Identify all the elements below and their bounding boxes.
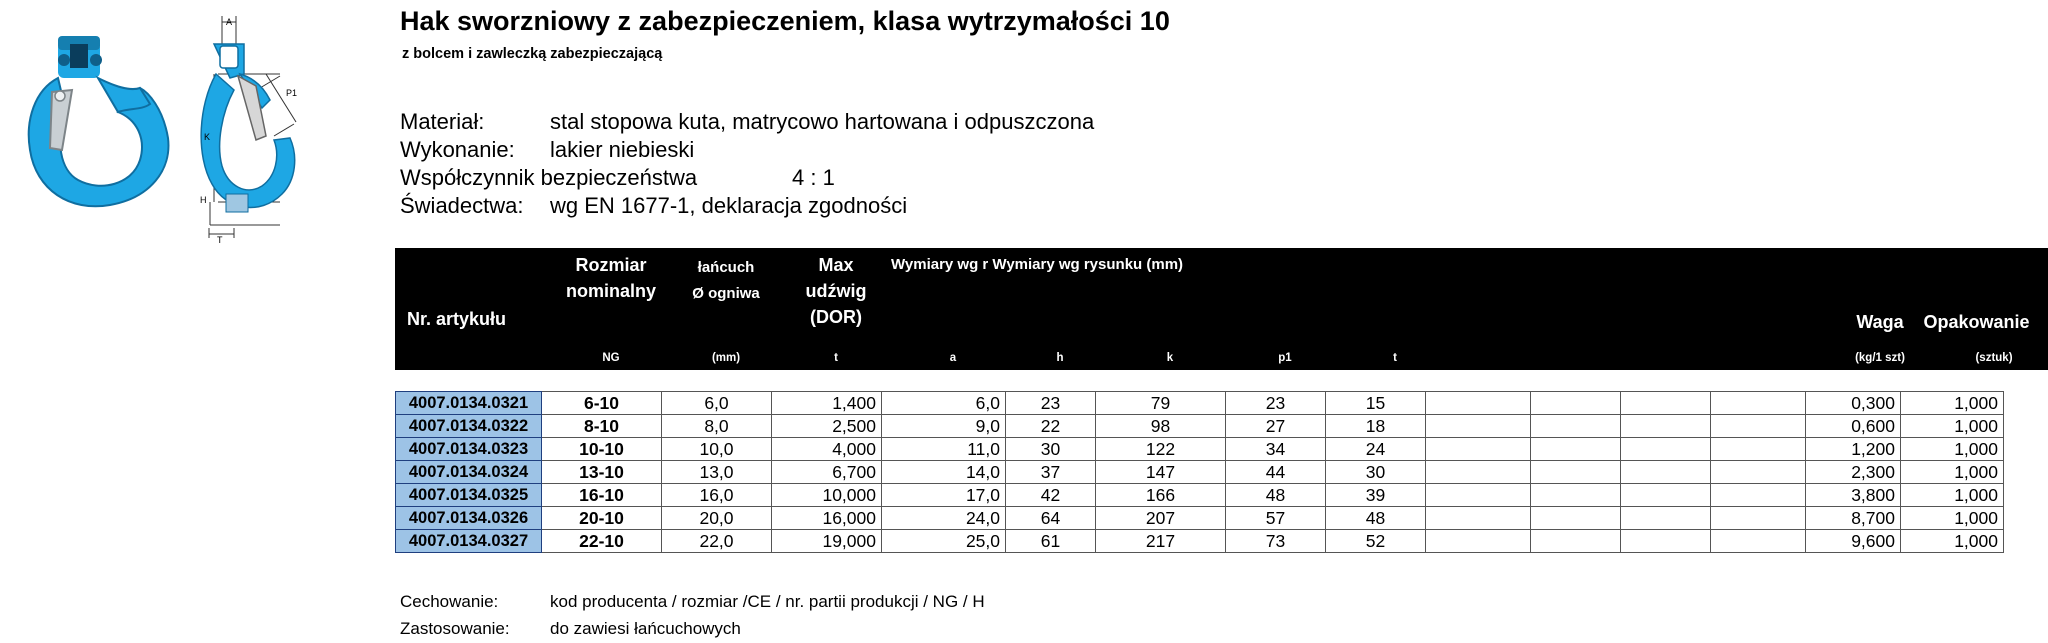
article-number-cell: 4007.0134.0321 [396,392,542,415]
property-value: lakier niebieski [550,137,695,162]
empty-cell-cell [1426,438,1531,461]
empty-cell-cell [1426,484,1531,507]
footer-label: Zastosowanie: [400,619,510,638]
product-table [395,391,2004,553]
article-number-cell: 4007.0134.0326 [396,507,542,530]
dim-k-cell: 122 [1096,438,1226,461]
empty-cell-cell [1531,530,1621,553]
empty-cell-cell [1621,507,1711,530]
page-subtitle: z bolcem i zawleczką zabezpieczającą [402,46,663,62]
packaging-cell: 1,000 [1901,461,2004,484]
chain-diameter-cell: 6,0 [662,392,772,415]
header-max-load: Max udźwig (DOR) [805,255,867,327]
chain-diameter-cell: 13,0 [662,461,772,484]
property-label: Wykonanie: [400,137,515,162]
subheader-p1: p1 [1278,352,1292,364]
empty-cell-cell [1531,461,1621,484]
weight-cell: 1,200 [1806,438,1901,461]
property-label: Świadectwa: [400,193,524,218]
table-row [396,392,2004,415]
article-number-cell: 4007.0134.0327 [396,530,542,553]
subheader-mm: (mm) [711,352,741,364]
dim-label-t: T [217,235,223,244]
dim-h-cell: 42 [1006,484,1096,507]
header-weight: Waga [1856,312,1904,332]
nominal-size-cell: 13-10 [542,461,662,484]
header-packaging: Opakowanie [1923,312,2030,332]
empty-cell-cell [1711,461,1806,484]
dim-a-cell: 14,0 [882,461,1006,484]
empty-cell-cell [1711,438,1806,461]
subheader-szt: (sztuk) [1975,352,2013,364]
table-row [396,507,2004,530]
nominal-size-cell: 20-10 [542,507,662,530]
dim-t-cell: 30 [1326,461,1426,484]
empty-cell-cell [1711,392,1806,415]
dim-k-cell: 147 [1096,461,1226,484]
dim-label-k: K [204,132,211,142]
table-row [396,438,2004,461]
table-row [396,484,2004,507]
dim-a-cell: 11,0 [882,438,1006,461]
property-value: wg EN 1677-1, deklaracja zgodności [550,193,908,218]
max-load-cell: 4,000 [772,438,882,461]
dim-t-cell: 39 [1326,484,1426,507]
packaging-cell: 1,000 [1901,392,2004,415]
dim-a-cell: 9,0 [882,415,1006,438]
empty-cell-cell [1621,438,1711,461]
dim-a-cell: 6,0 [882,392,1006,415]
dim-t-cell: 24 [1326,438,1426,461]
subheader-t: t [834,352,838,364]
page-title: Hak sworzniowy z zabezpieczeniem, klasa wytrzymałości 10 [400,6,1170,36]
max-load-cell: 19,000 [772,530,882,553]
chain-diameter-cell: 10,0 [662,438,772,461]
chain-diameter-cell: 20,0 [662,507,772,530]
empty-cell-cell [1621,484,1711,507]
footer-label: Cechowanie: [400,592,499,611]
dim-a-cell: 24,0 [882,507,1006,530]
dim-label-a: A [226,17,233,27]
dim-t-cell: 48 [1326,507,1426,530]
dim-k-cell: 217 [1096,530,1226,553]
dim-h-cell: 61 [1006,530,1096,553]
dim-t-cell: 15 [1326,392,1426,415]
property-label: Współczynnik bezpieczeństwa [400,165,698,190]
packaging-cell: 1,000 [1901,507,2004,530]
max-load-cell: 6,700 [772,461,882,484]
chain-diameter-cell: 16,0 [662,484,772,507]
dim-h-cell: 22 [1006,415,1096,438]
empty-cell-cell [1711,484,1806,507]
header-dimensions: Wymiary wg r Wymiary wg rysunku (mm) [891,256,1184,273]
subheader-kg: (kg/1 szt) [1855,352,1905,364]
dim-h-cell: 30 [1006,438,1096,461]
empty-cell-cell [1531,484,1621,507]
chain-diameter-cell: 22,0 [662,530,772,553]
nominal-size-cell: 16-10 [542,484,662,507]
max-load-cell: 16,000 [772,507,882,530]
property-value: 4 : 1 [792,165,835,190]
table-row [396,530,2004,553]
weight-cell: 3,800 [1806,484,1901,507]
dim-label-h: H [200,195,207,205]
dim-t-cell: 18 [1326,415,1426,438]
empty-cell-cell [1426,392,1531,415]
max-load-cell: 2,500 [772,415,882,438]
dim-p1-cell: 73 [1226,530,1326,553]
subheader-h: h [1056,352,1064,364]
weight-cell: 9,600 [1806,530,1901,553]
subheader-t-dim: t [1393,352,1397,364]
footer-application [400,619,741,639]
table-row [396,415,2004,438]
empty-cell-cell [1426,507,1531,530]
empty-cell-cell [1426,530,1531,553]
property-value: stal stopowa kuta, matrycowo hartowana i odpuszczona [550,109,1095,134]
header-size: Rozmiar nominalny [565,255,656,301]
empty-cell-cell [1531,415,1621,438]
empty-cell-cell [1531,392,1621,415]
empty-cell-cell [1711,507,1806,530]
chain-diameter-cell: 8,0 [662,415,772,438]
product-photo-hook [0,0,190,230]
dim-p1-cell: 57 [1226,507,1326,530]
weight-cell: 0,600 [1806,415,1901,438]
empty-cell-cell [1426,415,1531,438]
header-article: Nr. artykułu [407,309,507,329]
subheader-a: a [949,352,957,364]
packaging-cell: 1,000 [1901,438,2004,461]
empty-cell-cell [1621,530,1711,553]
dim-p1-cell: 23 [1226,392,1326,415]
article-number-cell: 4007.0134.0325 [396,484,542,507]
table-row [396,461,2004,484]
dim-p1-cell: 48 [1226,484,1326,507]
subheader-k: k [1166,352,1174,364]
nominal-size-cell: 6-10 [542,392,662,415]
max-load-cell: 1,400 [772,392,882,415]
nominal-size-cell: 22-10 [542,530,662,553]
dim-label-p1: P1 [286,88,298,98]
dim-k-cell: 98 [1096,415,1226,438]
subheader-ng: NG [602,352,620,364]
dim-k-cell: 166 [1096,484,1226,507]
dim-a-cell: 17,0 [882,484,1006,507]
dim-a-cell: 25,0 [882,530,1006,553]
empty-cell-cell [1711,530,1806,553]
footer-value: kod producenta / rozmiar /CE / nr. partii produkcji / NG / H [550,592,985,611]
weight-cell: 0,300 [1806,392,1901,415]
weight-cell: 2,300 [1806,461,1901,484]
nominal-size-cell: 8-10 [542,415,662,438]
header-chain: łańcuch Ø ogniwa [692,259,760,302]
empty-cell-cell [1711,415,1806,438]
technical-drawing [200,16,375,244]
empty-cell-cell [1621,392,1711,415]
dim-k-cell: 207 [1096,507,1226,530]
empty-cell-cell [1426,461,1531,484]
weight-cell: 8,700 [1806,507,1901,530]
dim-h-cell: 64 [1006,507,1096,530]
dim-p1-cell: 27 [1226,415,1326,438]
dim-h-cell: 37 [1006,461,1096,484]
empty-cell-cell [1531,438,1621,461]
empty-cell-cell [1621,415,1711,438]
article-number-cell: 4007.0134.0324 [396,461,542,484]
packaging-cell: 1,000 [1901,484,2004,507]
dim-k-cell: 79 [1096,392,1226,415]
empty-cell-cell [1621,461,1711,484]
packaging-cell: 1,000 [1901,415,2004,438]
empty-cell-cell [1531,507,1621,530]
dim-p1-cell: 34 [1226,438,1326,461]
packaging-cell: 1,000 [1901,530,2004,553]
footer-marking [400,592,985,612]
article-number-cell: 4007.0134.0323 [396,438,542,461]
dim-p1-cell: 44 [1226,461,1326,484]
table-header [395,248,2048,370]
dim-t-cell: 52 [1326,530,1426,553]
property-label: Materiał: [400,109,485,134]
article-number-cell: 4007.0134.0322 [396,415,542,438]
footer-value: do zawiesi łańcuchowych [550,619,741,638]
nominal-size-cell: 10-10 [542,438,662,461]
dim-h-cell: 23 [1006,392,1096,415]
max-load-cell: 10,000 [772,484,882,507]
